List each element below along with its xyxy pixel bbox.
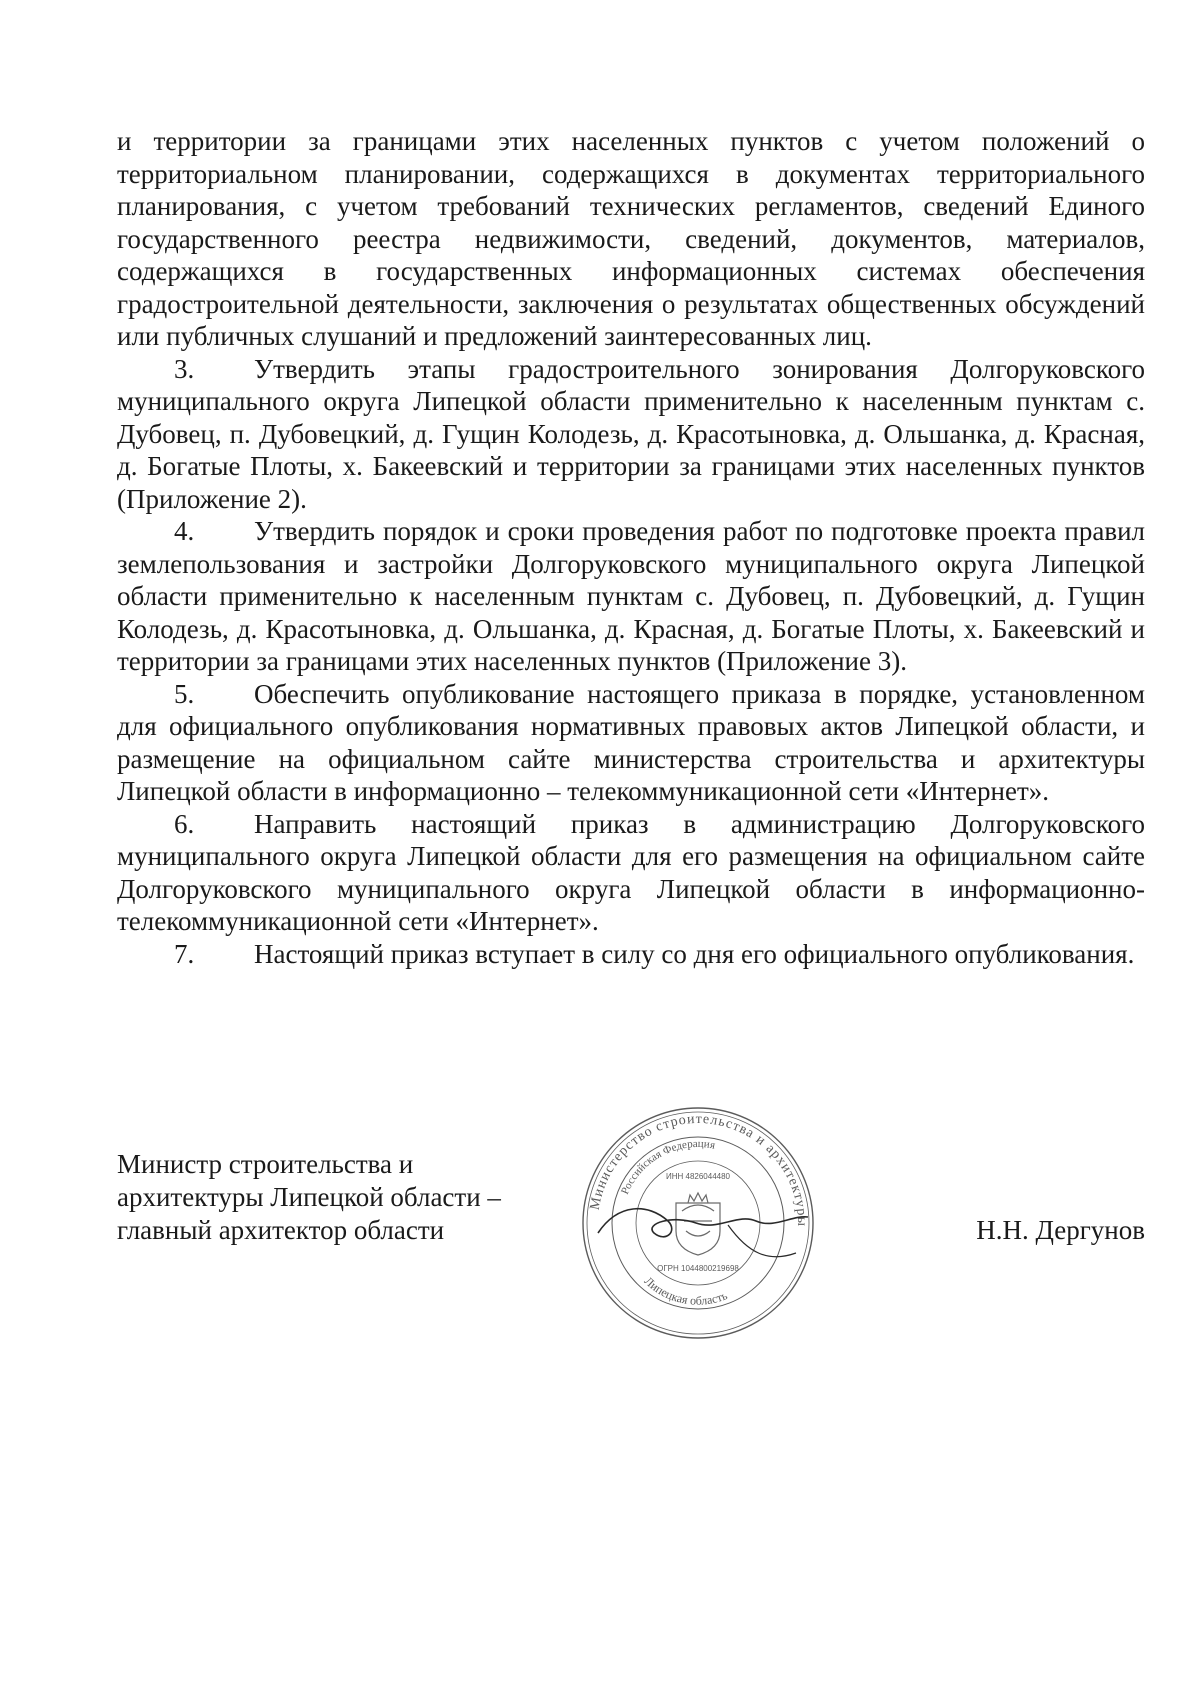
stamp-bottom-text: Липецкая область (641, 1273, 730, 1308)
item-text: Направить настоящий приказ в администрацию Долгоруковского муниципального округа Липецкой области для его размещения на официальном сайте Долгоруковского муниципального округа Липецкой области в информационно-телекоммуникационной сети «Интернет». (117, 808, 1145, 936)
stamp-inn: ИНН 4826044480 (665, 1172, 731, 1181)
stamp-outer-text: Министерство строительства и архитектуры (587, 1111, 810, 1228)
list-item (117, 353, 1145, 516)
official-stamp (578, 1103, 818, 1343)
signatory-name: Н.Н. Дергунов (976, 1215, 1145, 1245)
list-item (117, 515, 1145, 678)
item-text: Настоящий приказ вступает в силу со дня его официального опубликования. (254, 938, 1135, 969)
position-line: главный архитектор области (117, 1215, 445, 1245)
list-item (117, 678, 1145, 808)
signature-scribble (598, 1209, 808, 1237)
document-body (117, 125, 1145, 970)
item-number: 7. (174, 938, 195, 969)
stamp-inner-text: Российская Федерация (619, 1137, 717, 1197)
position-line: архитектуры Липецкой области – (117, 1182, 501, 1212)
item-text: Утвердить этапы градостроительного зонирования Долгоруковского муниципального округа Липецкой области применительно к населенным пунктам с. Дубовец, п. Дубовецкий, д. Гущин Колодезь, д. Красотыновка, д. Ольшанка, д. Красная, д. Богатые Плоты, х. Бакеевский и территории за границами этих населенных пунктов (Приложение 2). (117, 353, 1145, 514)
item-number: 3. (174, 353, 195, 384)
list-item (117, 938, 1145, 971)
position-line: Министр строительства и (117, 1149, 414, 1179)
item-text: Утвердить порядок и сроки проведения работ по подготовке проекта правил землепользования и застройки Долгоруковского муниципального округа Липецкой области применительно к населенным пунктам с. Дубовец, п. Дубовецкий, д. Гущин Колодезь, д. Красотыновка, д. Ольшанка, д. Красная, д. Богатые Плоты, х. Бакеевский и территории за границами этих населенных пунктов (Приложение 3). (117, 516, 1145, 676)
list-item (117, 808, 1145, 938)
item-number: 4. (174, 516, 195, 546)
svg-text:Липецкая область (642, 1274, 730, 1308)
signatory-position (117, 1148, 501, 1247)
svg-text:Министерство строительства и а (588, 1112, 809, 1227)
item-number: 5. (174, 678, 195, 709)
continuation-paragraph: и территории за границами этих населенных пунктов с учетом положений о территориальном планировании, содержащихся в документах территориального планирования, с учетом требований технических регламентов, сведений Единого государственного реестра недвижимости, сведений, документов, материалов, содержащихся в государственных информационных системах обеспечения градостроительной деятельности, заключения о результатах общественных обсуждений или публичных слушаний и предложений заинтересованных лиц. (117, 126, 1145, 351)
item-number: 6. (174, 808, 195, 839)
stamp-ogrn: ОГРН 1044800219698 (657, 1264, 739, 1273)
item-text: Обеспечить опубликование настоящего приказа в порядке, установленном для официального опубликования нормативных правовых актов Липецкой области, и размещение на официальном сайте министерства строительства и архитектуры Липецкой области в информационно – телекоммуникационной сети «Интернет». (117, 678, 1145, 806)
